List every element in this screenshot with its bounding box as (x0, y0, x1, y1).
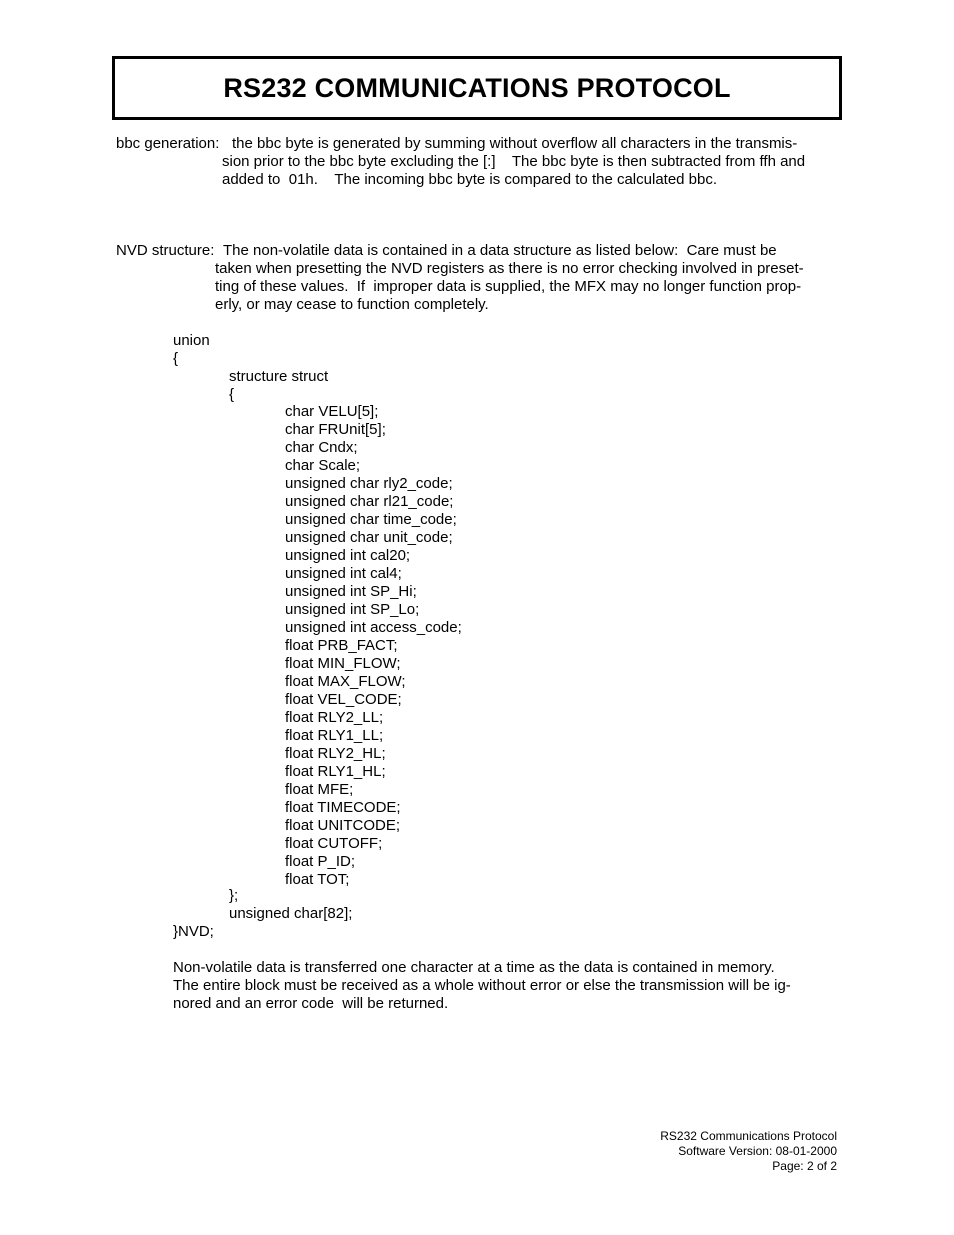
struct-field: float RLY1_HL; (285, 763, 386, 780)
struct-field: char VELU[5]; (285, 403, 379, 420)
footer-page-number: Page: 2 of 2 (772, 1159, 837, 1173)
transfer-line: nored and an error code will be returned. (173, 995, 449, 1012)
nvd-label: NVD structure: (116, 242, 215, 259)
code-union: union (173, 332, 210, 349)
struct-field: char Scale; (285, 457, 361, 474)
nvd-line: taken when presetting the NVD registers as there is no error checking involved in preset- (215, 260, 804, 277)
code-close-union: }NVD; (173, 923, 214, 940)
struct-field: float P_ID; (285, 853, 356, 870)
struct-field: float MIN_FLOW; (285, 655, 401, 672)
struct-field: char FRUnit[5]; (285, 421, 386, 438)
struct-fields (285, 403, 462, 889)
transfer-line: Non-volatile data is transferred one character at a time as the data is contained in memory. (173, 959, 775, 976)
struct-field: float TOT; (285, 871, 350, 888)
struct-field: unsigned int cal4; (285, 565, 402, 582)
bbc-paragraph-first (232, 135, 797, 153)
struct-field: float VEL_CODE; (285, 691, 402, 708)
code-struct: structure struct (229, 368, 329, 385)
struct-field: char Cndx; (285, 439, 358, 456)
struct-field: float RLY2_HL; (285, 745, 386, 762)
bbc-line: sion prior to the bbc byte excluding the [:] The bbc byte is then subtracted from ffh and (222, 153, 806, 170)
struct-field: float CUTOFF; (285, 835, 383, 852)
page-title: RS232 COMMUNICATIONS PROTOCOL (223, 73, 731, 103)
struct-field: unsigned int cal20; (285, 547, 411, 564)
nvd-paragraph-rest (215, 260, 804, 314)
bbc-paragraph-rest (222, 153, 805, 189)
struct-field: float MFE; (285, 781, 354, 798)
struct-field: unsigned char time_code; (285, 511, 457, 528)
code-open-union: { (173, 350, 179, 367)
struct-field: float RLY1_LL; (285, 727, 384, 744)
code-array: unsigned char[82]; (229, 905, 353, 922)
nvd-line: erly, or may cease to function completely. (215, 296, 489, 313)
bbc-label: bbc generation: (116, 135, 220, 152)
struct-field: unsigned int access_code; (285, 619, 462, 636)
bbc-line: the bbc byte is generated by summing without overflow all characters in the transmis- (232, 135, 798, 152)
code-close-struct: }; (229, 887, 239, 904)
struct-field: unsigned char unit_code; (285, 529, 453, 546)
struct-field: float PRB_FACT; (285, 637, 398, 654)
struct-field: unsigned int SP_Hi; (285, 583, 417, 600)
struct-field: unsigned char rly2_code; (285, 475, 453, 492)
title-box (112, 56, 842, 120)
struct-field: unsigned char rl21_code; (285, 493, 454, 510)
transfer-paragraph (173, 959, 791, 1013)
struct-field: unsigned int SP_Lo; (285, 601, 420, 618)
nvd-line: ting of these values. If improper data is supplied, the MFX may no longer function prop- (215, 278, 802, 295)
struct-field: float UNITCODE; (285, 817, 401, 834)
struct-field: float TIMECODE; (285, 799, 401, 816)
struct-field: float RLY2_LL; (285, 709, 384, 726)
transfer-line: The entire block must be received as a whole without error or else the transmission will be ig- (173, 977, 791, 994)
struct-field: float MAX_FLOW; (285, 673, 406, 690)
bbc-line: added to 01h. The incoming bbc byte is compared to the calculated bbc. (222, 171, 718, 188)
nvd-line: The non-volatile data is contained in a data structure as listed below: Care must be (223, 242, 777, 259)
footer-doc-title: RS232 Communications Protocol (660, 1129, 837, 1143)
footer-software-version: Software Version: 08-01-2000 (678, 1144, 837, 1158)
code-open-struct: { (229, 386, 235, 403)
nvd-paragraph-first (223, 242, 777, 260)
page-footer (660, 1129, 837, 1174)
